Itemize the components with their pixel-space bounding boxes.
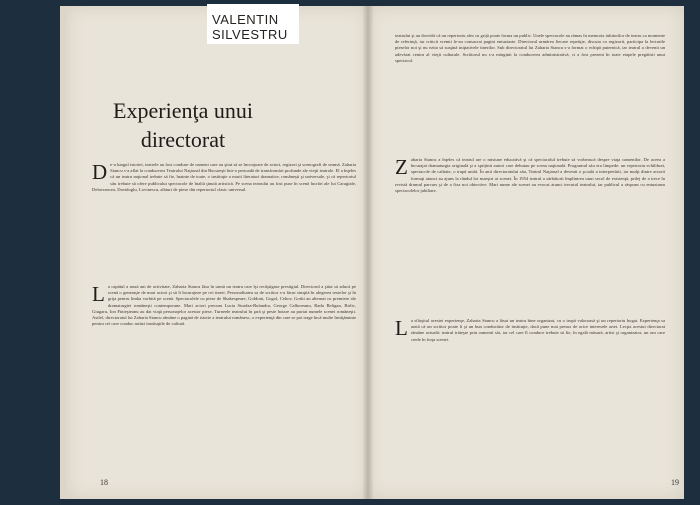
- left-page: [66, 6, 368, 499]
- paragraph-text: a sfârşitul acestei experienţe, Zaharia Stancu a lăsat un teatru bine organizat, cu o trupă valoroasă şi un repertoriu bogat. Experienţa sa arată că un scriitor poate fi şi un bun conducător de instituţie, dacă pune mai presus de orice interesele artei. Lecţia acestui directorat rămâne actuală: teatrul trăieşte prin oamenii săi, iar cel care îl conduce trebuie să fie, în egală măsură, artist şi organizator, un om care crede în forţa scenei.: [410, 318, 665, 342]
- title-line-1: Experienţa unui: [113, 98, 253, 123]
- author-first-name: VALENTIN: [212, 12, 279, 27]
- right-paragraph-3: [395, 318, 665, 343]
- left-paragraph-2: [92, 284, 356, 327]
- right-paragraph-1: [395, 33, 665, 64]
- dropcap: D: [92, 160, 108, 184]
- paragraph-text: aharia Stancu a înţeles că teatrul are o misiune educativă şi că spectacolul trebuie să vorbească despre viaţa oamenilor. De aceea a încurajat dramaturgia originală şi a sprijinit autori care debutau pe scena naţională. Programul său era limpede: un repertoriu echilibrat, spectacole de calitate, o trupă unită. În anii directoratului său, Teatrul Naţional a devenit o şcoală a interpretării, iar mulţi dintre actorii formaţi atunci au ajuns la rândul lor maeştri ai scenei. În 1954 teatrul a sărbătorit împlinirea unui secol de existenţă, prilej de a trece în revistă drumul parcurs şi de a fixa noi obiective. Mari nume ale scenei au evocat atunci trecutul teatrului, iar publicul a răspuns cu entuziasm spectacolelor jubiliare.: [395, 157, 665, 194]
- paragraph-text: teatrului şi au dovedit că un repertoriu ales cu grijă poate forma un public. Unele spectacole au rămas în memoria iubitorilor de teatru ca momente de referinţă, iar criticii vremii le-au consacrat pagini entuziaste. Directorul urmărea fiecare repetiţie, discuta cu regizorii, participa la lecturile pieselor noi şi nu ezita să susţină iniţiativele tinerilor. Sub directoratul lui Zaharia Stancu s-a format o echipă puternică, iar teatrul a devenit un adevărat centru al vieţii culturale. Scriitorul nu s-a mărginit la conducerea administrativă, ci a fost prezent în toate etapele pregătirii unui spectacol.: [395, 33, 665, 63]
- page-number-right: 19: [671, 478, 679, 487]
- gutter: [362, 6, 374, 499]
- dropcap: L: [395, 316, 408, 340]
- title-line-2: directorat: [140, 127, 226, 152]
- page-number-left: 18: [100, 478, 108, 487]
- paragraph-text: a capătul a nouă ani de activitate, Zaharia Stancu lăsa în urmă un teatru care îşi recâştigase prestigiul. Directorul a ştiut să aducă pe scenă o generaţie de mari actori şi să îi încurajeze pe cei tineri. Personalitatea sa de scriitor s-a făcut simţită în alegerea textelor şi în grija pentru limba vorbită pe scenă. Spectacolele cu piese de Shakespeare, Goldoni, Gogol, Cehov, Gorki au alternat cu premiere ale dramaturgiei româneşti contemporane. Mari actori precum Lucia Sturdza-Bulandra, George Calboreanu, Radu Beligan, Birlic, Giugaru, Ion Finteşteanu au dat viaţă personajelor acestor piese. Turneele teatrului în ţară şi peste hotare au purtat numele scenei româneşti. Astfel, directoratul lui Zaharia Stancu rămâne o pagină de istorie a teatrului românesc, o experienţă din care se pot trage încă multe învăţăminte pentru cei care conduc astăzi instituţiile de cultură.: [92, 284, 356, 327]
- author-last-name: SILVESTRU: [212, 27, 288, 42]
- right-page: [368, 6, 684, 499]
- article-title: [68, 96, 298, 154]
- right-paragraph-2: [395, 157, 665, 194]
- left-paragraph-1: [92, 162, 356, 193]
- dropcap: L: [92, 282, 105, 306]
- paragraph-text: e-a lungul istoriei, teatrele au fost conduse de oameni care au ştiut să se înconjoare de actori, regizori şi scenografi de seamă. Zaharia Stancu s-a aflat la conducerea Teatrului Naţional din Bucureşti într-o perioadă de transformări profunde ale vieţii teatrale. El a înţeles că un teatru naţional trebuie să fie, înainte de toate, o instituţie a marii literaturi dramatice, româneşti şi universale, şi că repertoriul său trebuie să ofere publicului spectacole de înaltă ţinută artistică. Pe scena teatrului au fost puse în scenă lucrări ale lui Caragiale, Delavrancea, Davidoglu, Lovinescu, alături de piese din repertoriul clasic universal.: [92, 162, 356, 192]
- author-name: [212, 12, 297, 42]
- dropcap: Z: [395, 155, 408, 179]
